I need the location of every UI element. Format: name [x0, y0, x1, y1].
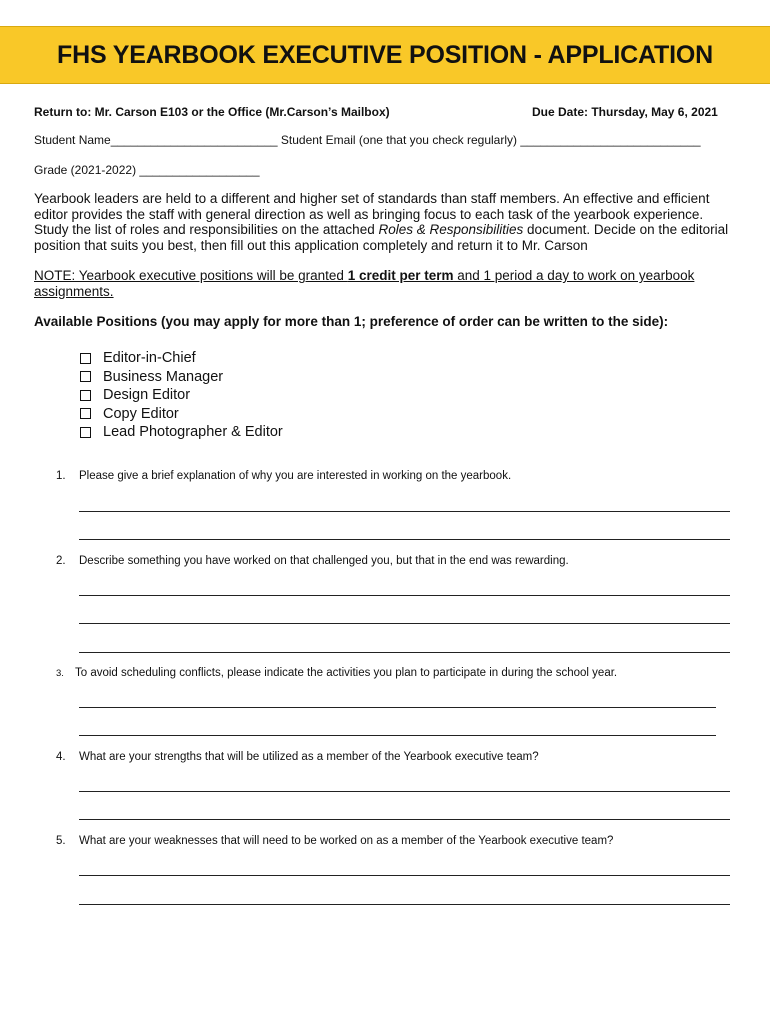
question-5 [56, 835, 613, 847]
answer-line[interactable] [79, 511, 730, 512]
answer-line[interactable] [79, 735, 716, 736]
note-text-a: NOTE: Yearbook executive positions will be granted [34, 268, 348, 283]
position-item[interactable] [80, 405, 283, 424]
positions-list [80, 349, 283, 442]
grade-field[interactable]: Grade (2021-2022) __________________ [34, 163, 260, 177]
position-item[interactable] [80, 386, 283, 405]
answer-line[interactable] [79, 623, 730, 624]
intro-paragraph [34, 191, 734, 253]
answer-line[interactable] [79, 595, 730, 596]
note-paragraph [34, 268, 734, 299]
position-label: Business Manager [103, 368, 224, 385]
question-text: What are your strengths that will be utilized as a member of the Yearbook executive team? [79, 751, 539, 763]
intro-text-c: document. Decide on the editorial position that suits you best, then fill out this application completely and return it to Mr. Carson [34, 222, 729, 253]
answer-line[interactable] [79, 819, 730, 820]
student-name-email-field[interactable]: Student Name_________________________ Student Email (one that you check regularly) ___________________________ [34, 133, 701, 147]
checkbox[interactable] [80, 353, 91, 364]
checkbox[interactable] [80, 371, 91, 382]
question-text: Describe something you have worked on that challenged you, but that in the end was rewarding. [79, 555, 569, 567]
position-label: Editor-in-Chief [103, 350, 196, 367]
question-number: 2. [56, 555, 66, 567]
checkbox[interactable] [80, 408, 91, 419]
answer-line[interactable] [79, 875, 730, 876]
note-text-c: and 1 period a day to work on yearbook assignments. [34, 268, 695, 299]
question-1 [56, 470, 511, 482]
note-credit: 1 credit per term [347, 268, 454, 283]
position-label: Design Editor [103, 387, 191, 404]
return-to: Return to: Mr. Carson E103 or the Office (Mr.Carson’s Mailbox) [34, 105, 390, 119]
question-2 [56, 555, 569, 567]
title-banner [0, 26, 770, 84]
question-3 [56, 667, 617, 679]
answer-line[interactable] [79, 707, 716, 708]
intro-text-a: Yearbook leaders are held to a different and higher set of standards than staff members. An effective and efficient editor provides the staff with general direction as well as bringing focus to each task of the yearbook experience. Study the list of roles and responsibilities on the attached [34, 191, 710, 237]
question-text: Please give a brief explanation of why you are interested in working on the yearbook. [79, 470, 512, 482]
answer-line[interactable] [79, 652, 730, 653]
due-date: Due Date: Thursday, May 6, 2021 [532, 105, 718, 119]
answer-line[interactable] [79, 904, 730, 905]
question-number: 1. [56, 470, 66, 482]
page-title: FHS YEARBOOK EXECUTIVE POSITION - APPLICATION [57, 40, 713, 69]
available-positions-heading: Available Positions (you may apply for more than 1; preference of order can be written to the side): [34, 314, 669, 329]
position-item[interactable] [80, 423, 283, 442]
roles-doc-title: Roles & Responsibilities [378, 222, 524, 237]
position-item[interactable] [80, 349, 283, 368]
answer-line[interactable] [79, 539, 730, 540]
question-4 [56, 751, 539, 763]
question-text: To avoid scheduling conflicts, please indicate the activities you plan to participate in during the school year. [75, 667, 618, 679]
position-label: Copy Editor [103, 405, 179, 422]
checkbox[interactable] [80, 390, 91, 401]
answer-line[interactable] [79, 791, 730, 792]
question-number: 4. [56, 751, 66, 763]
position-label: Lead Photographer & Editor [103, 424, 283, 441]
checkbox[interactable] [80, 427, 91, 438]
position-item[interactable] [80, 368, 283, 387]
question-text: What are your weaknesses that will need to be worked on as a member of the Yearbook executive team? [79, 835, 614, 847]
question-number: 3. [56, 668, 64, 679]
question-number: 5. [56, 835, 66, 847]
